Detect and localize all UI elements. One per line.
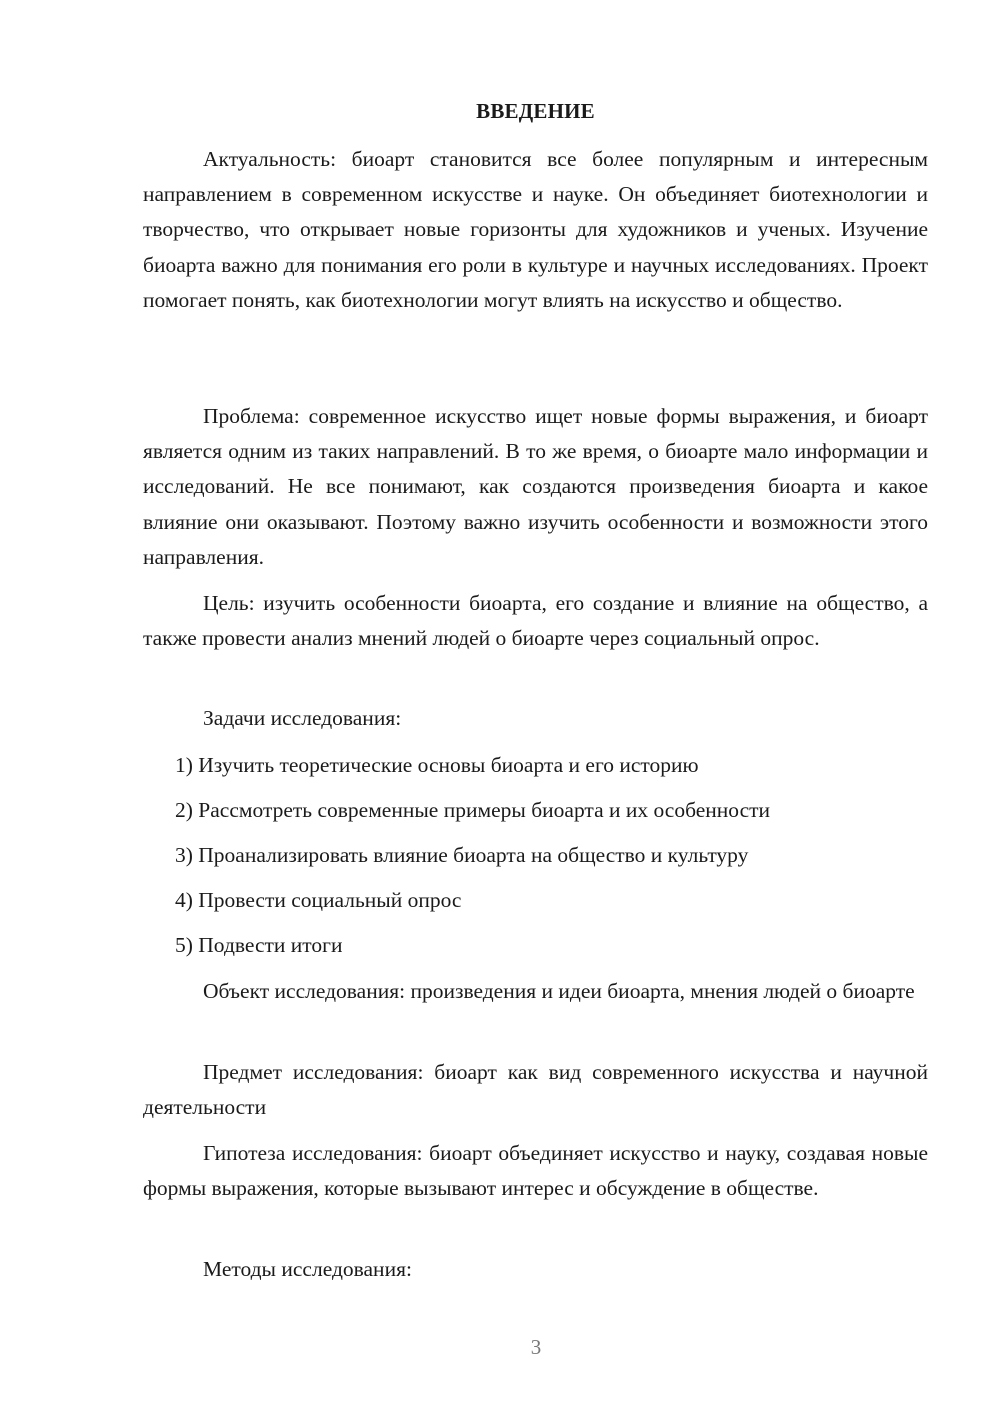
section-title: ВВЕДЕНИЕ [476, 99, 595, 123]
task-item-1: 1) Изучить теоретические основы биоарта и его историю [175, 753, 699, 777]
paragraph-subject: Предмет исследования: биоарт как вид современного искусства и научной деятельности [143, 1060, 928, 1120]
tasks-heading: Задачи исследования: [203, 706, 402, 730]
paragraph-object: Объект исследования: произведения и идеи биоарта, мнения людей о биоарте [203, 979, 915, 1003]
paragraph-relevance: Актуальность: биоарт становится все более популярным и интересным направлением в современном искусстве и науке. Он объединяет биотехнологии и творчество, что открывает новые горизонты для художников и ученых. Изучение биоарта важно для понимания его роли в культуре и научных исследованиях. Проект помогает понять, как биотехнологии могут влиять на искусство и общество. [143, 147, 928, 312]
task-item-5: 5) Подвести итоги [175, 933, 343, 957]
paragraph-goal: Цель: изучить особенности биоарта, его создание и влияние на общество, а также провести анализ мнений людей о биоарте через социальный опрос. [143, 591, 928, 651]
methods-heading: Методы исследования: [203, 1257, 412, 1281]
paragraph-hypothesis: Гипотеза исследования: биоарт объединяет искусство и науку, создавая новые формы выражения, которые вызывают интерес и обсуждение в обществе. [143, 1141, 928, 1201]
task-item-4: 4) Провести социальный опрос [175, 888, 462, 912]
page-number: 3 [530, 1335, 542, 1359]
paragraph-problem: Проблема: современное искусство ищет новые формы выражения, и биоарт является одним из таких направлений. В то же время, о биоарте мало информации и исследований. Не все понимают, как создаются произведения биоарта и какое влияние они оказывают. Поэтому важно изучить особенности и возможности этого направления. [143, 404, 928, 569]
task-item-2: 2) Рассмотреть современные примеры биоарта и их особенности [175, 798, 771, 822]
task-item-3: 3) Проанализировать влияние биоарта на общество и культуру [175, 843, 749, 867]
